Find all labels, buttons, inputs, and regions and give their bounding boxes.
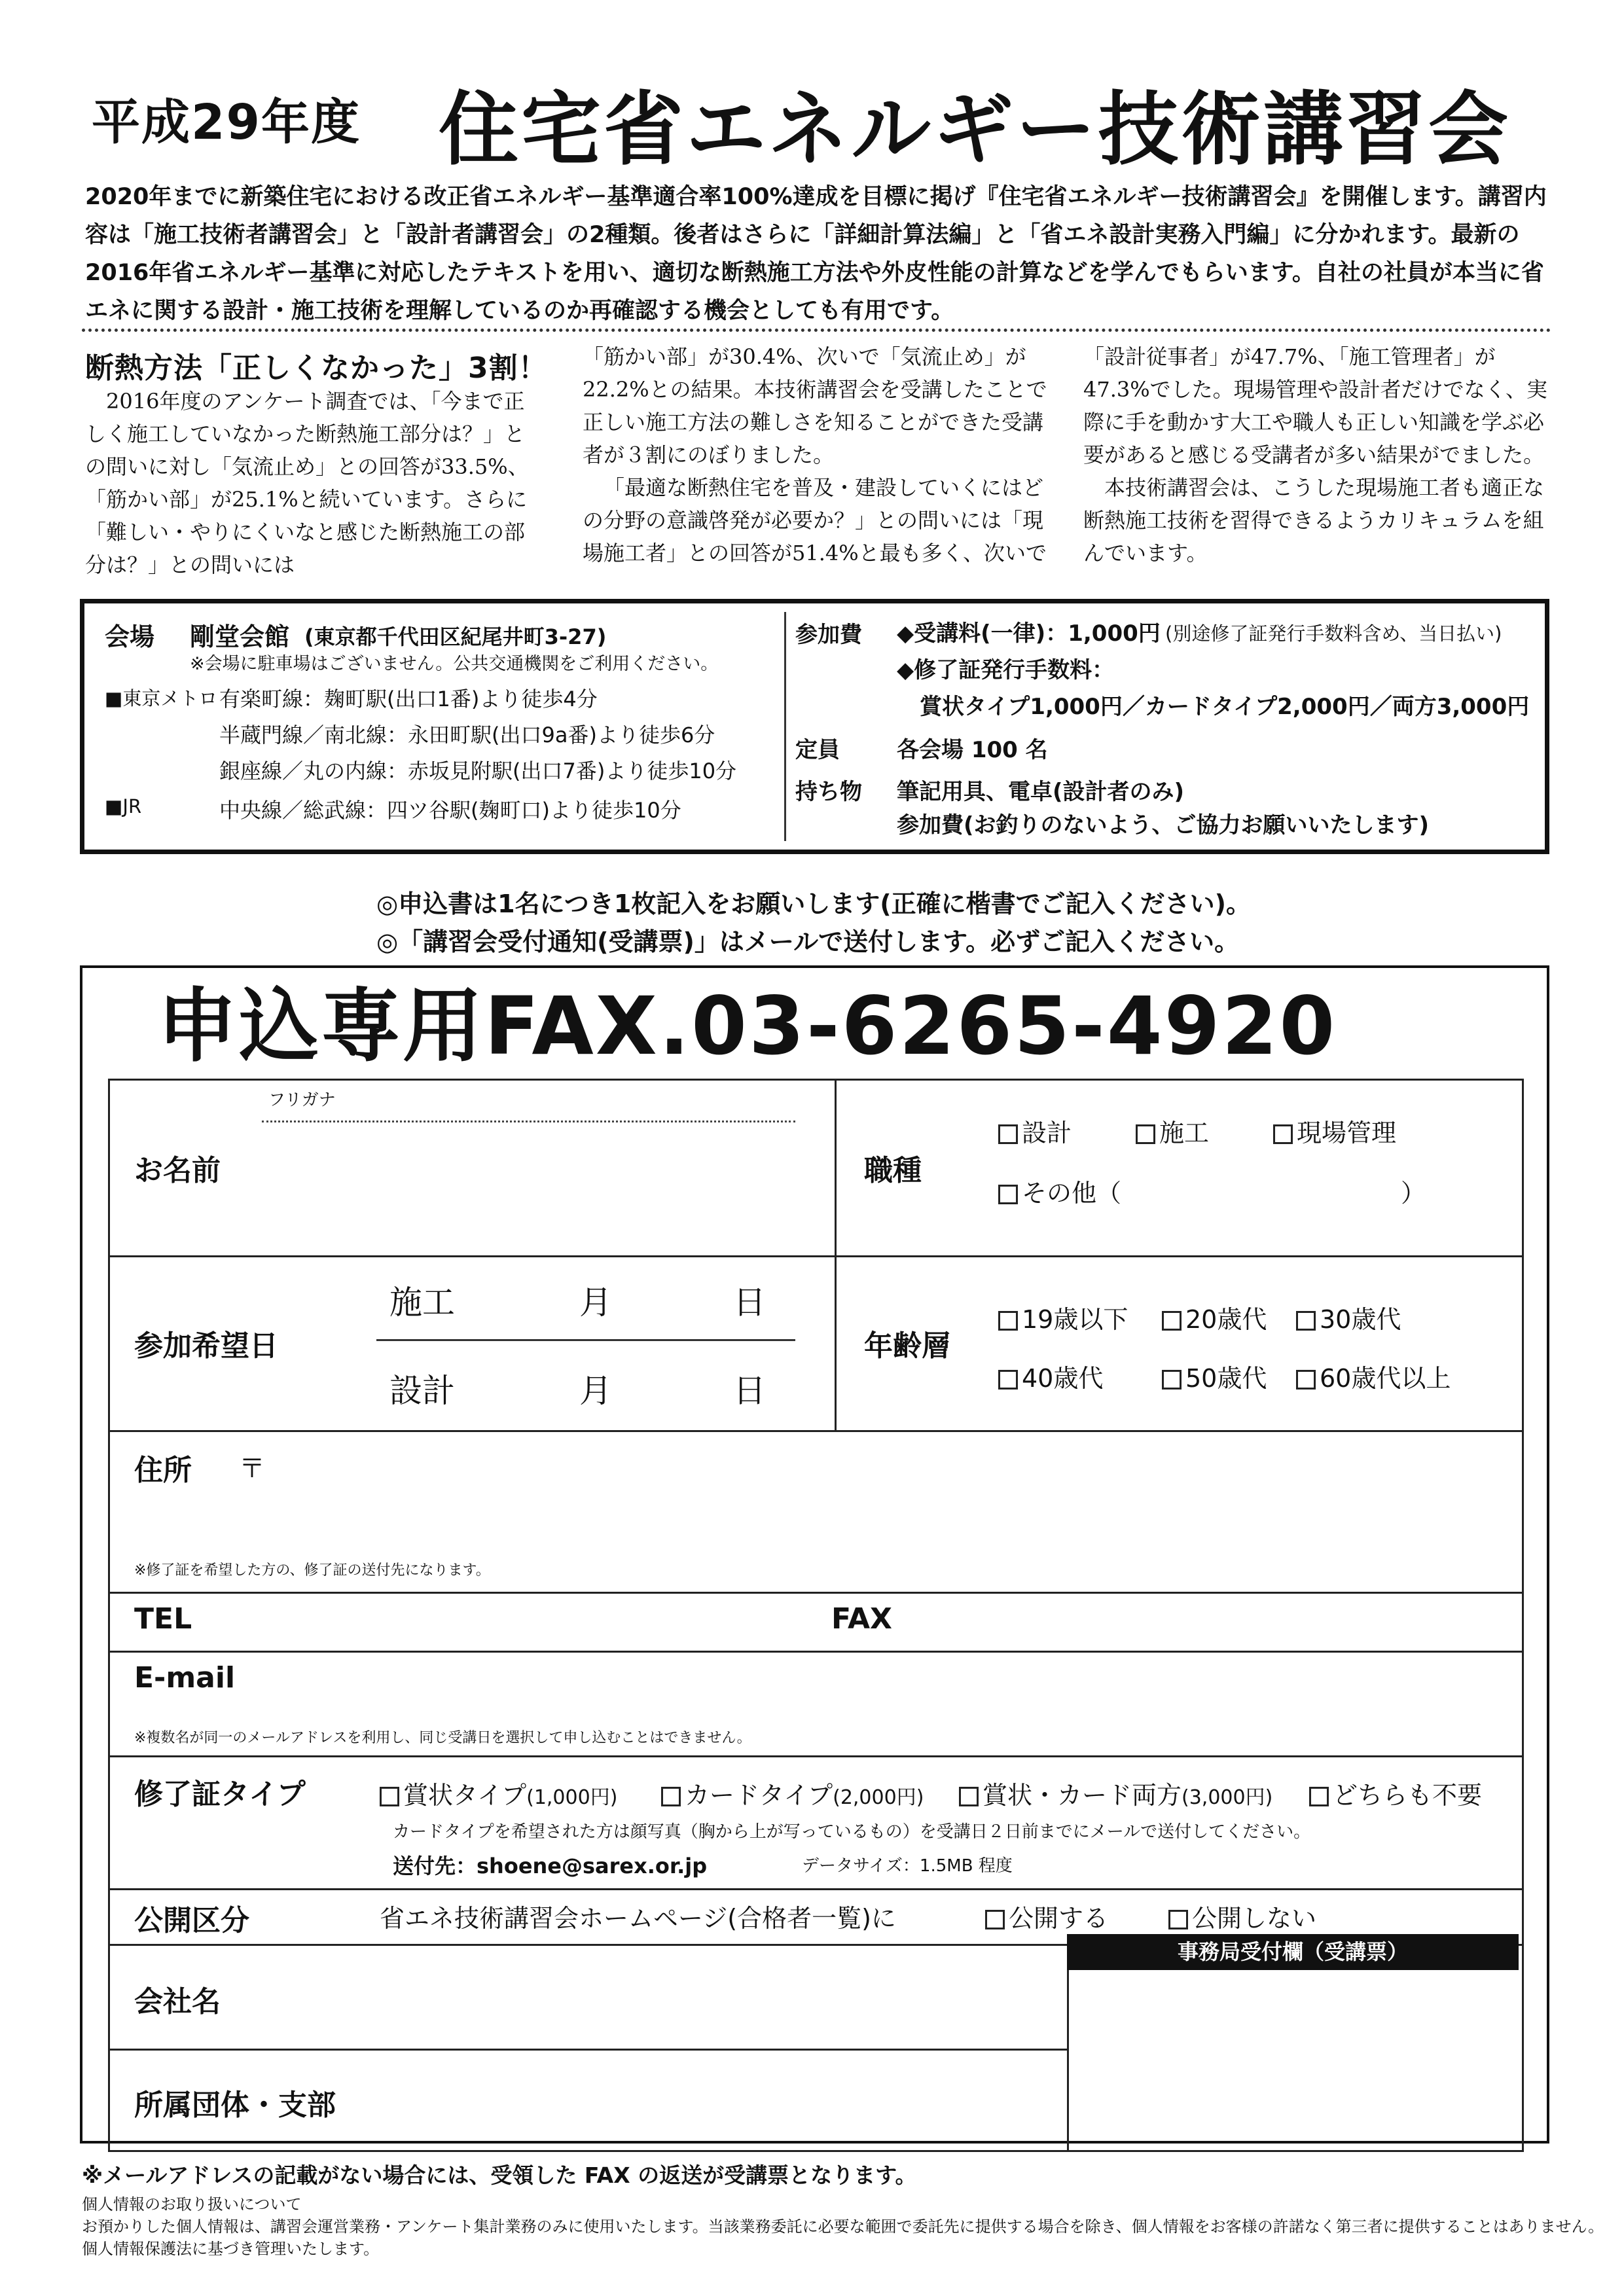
metro-route: 銀座線／丸の内線：赤坂見附駅(出口7番)より徒歩10分 (219, 759, 737, 783)
address-label: 住所 (134, 1454, 192, 1487)
article-paragraph: 本技術講習会は、こうした現場施工者も適正な断熱施工技術を習得できるようカリキュラムを組んでいます。 (1083, 475, 1545, 565)
age-option[interactable]: 40歳代 (998, 1358, 1103, 1394)
form-col-line (1522, 1079, 1524, 2152)
furigana-line[interactable] (262, 1121, 795, 1122)
date-type-design: 設計 (389, 1372, 455, 1410)
age-option[interactable]: 50歳代 (1162, 1358, 1267, 1394)
date-label: 参加希望日 (134, 1329, 278, 1363)
year-label: 平成29年度 (92, 94, 361, 151)
age-option[interactable]: 60歳代以上 (1296, 1358, 1451, 1394)
job-option-site-management[interactable]: 現場管理 (1273, 1113, 1396, 1149)
article-column-2 (583, 340, 1054, 569)
belongings-item: 参加費(お釣りのないよう、ご協力お願いいたします) (897, 812, 1430, 838)
group-label: 所属団体・支部 (134, 2089, 336, 2122)
form-col-line (108, 1079, 110, 2152)
email-label: E-mail (134, 1661, 236, 1695)
age-label: 年齢層 (864, 1329, 950, 1363)
fee-certificate-prices: 賞状タイプ1,000円／カードタイプ2,000円／両方3,000円 (920, 694, 1530, 720)
fax-label: FAX (831, 1602, 892, 1636)
article-column-3 (1083, 340, 1555, 569)
furigana-label: フリガナ (268, 1090, 336, 1110)
tel-label: TEL (134, 1602, 192, 1636)
job-option-construction[interactable]: 施工 (1136, 1113, 1209, 1149)
article-paragraph: 「設計従事者」が47.7%、「施工管理者」が47.3%でした。現場管理や設計者だけでなく、実際に手を動かす大工や職人も正しい知識を学ぶ必要があると感じる受講者が多い結果がでました。 (1083, 344, 1548, 467)
form-row-line (108, 1255, 1523, 1257)
address-note: ※修了証を希望した方の、修了証の送付先になります。 (134, 1562, 490, 1579)
public-label: 公開区分 (134, 1904, 249, 1937)
age-option[interactable]: 19歳以下 (998, 1299, 1128, 1335)
article-column-1 (85, 385, 543, 581)
date-month: 月 (579, 1283, 612, 1321)
form-col-line (835, 1079, 837, 1430)
job-option-other[interactable]: その他（ (998, 1173, 1121, 1209)
certificate-option-award[interactable]: 賞状タイプ(1,000円) (380, 1775, 617, 1811)
job-label: 職種 (864, 1154, 922, 1187)
certificate-label: 修了証タイプ (134, 1778, 306, 1811)
article-paragraph: 「筋かい部」が30.4%、次いで「気流止め」が22.2%との結果。本技術講習会を受講したことで正しい施工方法の難しさを知ることができた受講者が３割にのぼりました。 (583, 344, 1047, 467)
capacity-value: 各会場 100 名 (897, 737, 1048, 763)
age-option[interactable]: 30歳代 (1296, 1299, 1401, 1335)
fee-certificate: ◆修了証発行手数料： (897, 657, 1115, 683)
capacity-label: 定員 (795, 737, 840, 763)
metro-route: 半蔵門線／南北線：永田町駅(出口9a番)より徒歩6分 (219, 723, 715, 747)
privacy-heading: 個人情報のお取り扱いについて (82, 2195, 302, 2214)
fee-label: 参加費 (795, 622, 862, 648)
date-day: 日 (733, 1283, 766, 1321)
job-option-design[interactable]: 設計 (998, 1113, 1072, 1149)
form-row-line (108, 1592, 1523, 1594)
jr-label: ■JR (105, 795, 142, 817)
form-row-line (108, 1079, 1523, 1081)
metro-route: 有楽町線：麹町駅(出口1番)より徒歩4分 (219, 687, 598, 711)
date-day: 日 (733, 1372, 766, 1410)
office-use-header: 事務局受付欄（受講票） (1067, 1934, 1519, 1970)
public-option-no[interactable]: 公開しない (1168, 1898, 1316, 1934)
certificate-option-both[interactable]: 賞状・カード両方(3,000円) (959, 1775, 1272, 1811)
certificate-note: カードタイプを希望された方は顔写真（胸から上が写っているもの）を受講日２日前までにメールで送付してください。 (393, 1822, 1311, 1842)
intro-text: 2020年までに新築住宅における改正省エネルギー基準適合率100%達成を目標に掲げ『住宅省エネルギー技術講習会』を開催します。講習内容は「施工技術者講習会」と「設計者講習会」の2種類。後者はさらに「詳細計算法編」と「省エネ設計実務入門編」に分かれます。最新の2016年省エネルギー基準に対応したテキストを用い、適切な断熱施工方法や外皮性能の計算などを学んでもらいます。自社の社員が本当に省エネに関する設計・施工技術を理解しているのか再確認する機会としても有用です。 (85, 184, 1547, 324)
fee-tuition-note: (別途修了証発行手数料含め、当日払い) (1165, 622, 1502, 645)
data-size-note: データサイズ：1.5MB 程度 (802, 1856, 1013, 1876)
article-paragraph: 「最適な断熱住宅を普及・建設していくにはどの分野の意識啓発が必要か？」との問いには「現場施工者」との回答が51.4%と最も多く、次いで (583, 475, 1047, 565)
privacy-text: お預かりした個人情報は、講習会運営業務・アンケート集計業務のみに使用いたします。当該業務委託に必要な範囲で委託先に提供する場合を除き、個人情報をお客様の許諾なく第三者に提供することはありません。 (82, 2217, 1604, 2236)
metro-label: ■東京メトロ (105, 687, 218, 709)
article-heading: 断熱方法「正しくなかった」3割！ (85, 351, 548, 385)
send-to-email: 送付先：shoene@sarex.or.jp (393, 1854, 708, 1878)
date-divider (376, 1339, 795, 1341)
belongings-item: 筆記用具、電卓(設計者のみ) (897, 779, 1185, 805)
name-label: お名前 (134, 1154, 221, 1187)
jr-route: 中央線／総武線：四ツ谷駅(麹町口)より徒歩10分 (219, 798, 681, 823)
belongings-label: 持ち物 (795, 779, 862, 805)
page-title: 住宅省エネルギー技術講習会 (439, 83, 1511, 176)
form-row-line (108, 1651, 1523, 1653)
public-text: 省エネ技術講習会ホームページ(合格者一覧)に (380, 1904, 896, 1933)
form-row-line (108, 1755, 1523, 1757)
form-row-line (108, 1888, 1523, 1890)
age-option[interactable]: 20歳代 (1162, 1299, 1267, 1335)
fee-tuition: ◆受講料(一律)：1,000円 (897, 620, 1161, 647)
note-line: ◎「講習会受付通知(受講票)」はメールで送付します。必ずご記入ください。 (376, 927, 1240, 956)
form-row-line (108, 2049, 1067, 2051)
email-note: ※複数名が同一のメールアドレスを利用し、同じ受講日を選択して申し込むことはできません。 (134, 1730, 751, 1746)
article-paragraph: 2016年度のアンケート調査では、「今まで正しく施工していなかった断熱施工部分は？」との問いに対し「気流止め」との回答が33.5%、「筋かい部」が25.1%と続いています。さらに「難しい・やりにくいなと感じた断熱施工の部分は？」との問いには (85, 389, 529, 577)
dotted-divider (82, 329, 1551, 332)
form-row-line (108, 2150, 1523, 2152)
venue-address: (東京都千代田区紀尾井町3-27) (304, 624, 607, 649)
fax-number-title: 申込専用FAX.03-6265-4920 (157, 980, 1337, 1073)
date-month: 月 (579, 1372, 612, 1410)
footer-warning: ※メールアドレスの記載がない場合には、受領した FAX の返送が受講票となります。 (82, 2162, 917, 2188)
certificate-option-none[interactable]: どちらも不要 (1309, 1775, 1482, 1811)
venue-label: 会場 (105, 622, 155, 651)
form-row-line (108, 1430, 1523, 1432)
info-divider (784, 612, 786, 841)
company-label: 会社名 (134, 1985, 221, 2018)
form-col-line (1067, 1944, 1069, 2152)
privacy-text: 個人情報保護法に基づき管理いたします。 (82, 2240, 380, 2258)
postal-mark: 〒 (239, 1454, 265, 1484)
certificate-option-card[interactable]: カードタイプ(2,000円) (661, 1775, 924, 1811)
date-type-construction: 施工 (389, 1283, 455, 1321)
venue-name: 剛堂会館 (190, 622, 290, 651)
note-line: ◎申込書は1名につき1枚記入をお願いします(正確に楷書でご記入ください)。 (376, 889, 1252, 918)
public-option-yes[interactable]: 公開する (985, 1898, 1108, 1934)
venue-note: ※会場に駐車場はございません。公共交通機関をご利用ください。 (190, 654, 719, 674)
job-other-close: ） (1401, 1179, 1426, 1208)
